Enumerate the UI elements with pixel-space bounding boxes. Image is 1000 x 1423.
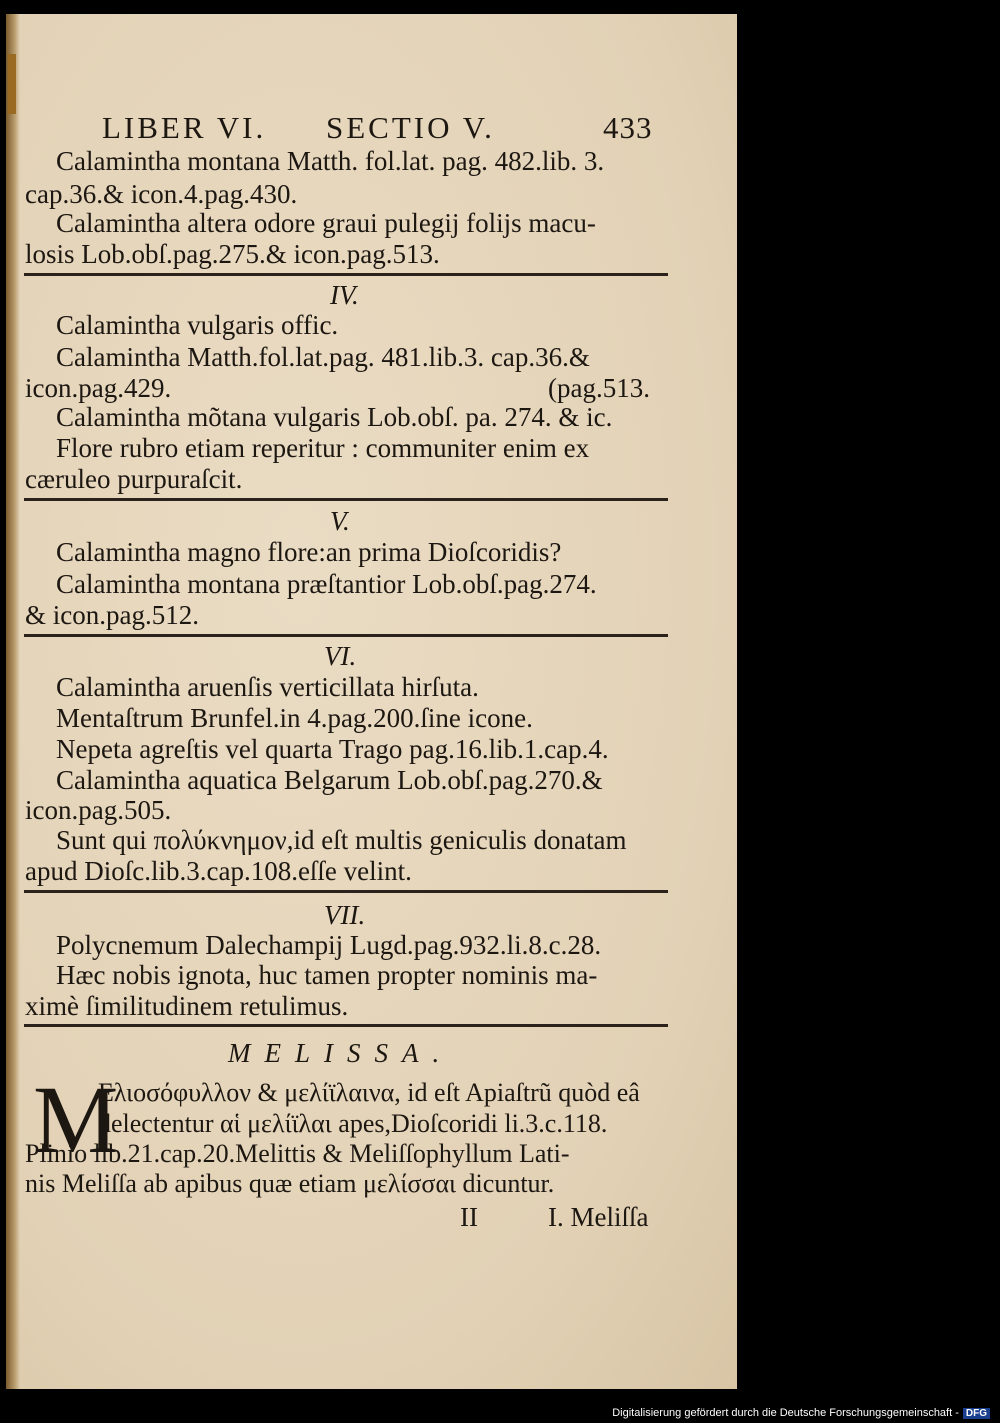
text-line: Mentaſtrum Brunfel.in 4.pag.200.ſine icone. <box>56 703 533 733</box>
text-line: Hæc nobis ignota, huc tamen propter nominis ma- <box>56 960 598 990</box>
text-line: & icon.pag.512. <box>25 600 199 630</box>
section-rule <box>24 890 668 893</box>
section-heading-melissa: MELISSA. <box>228 1038 454 1068</box>
page-edge-stain <box>8 54 16 114</box>
section-heading-vi: VI. <box>324 641 357 671</box>
section-rule <box>24 1024 668 1027</box>
digitization-note: Digitalisierung gefördert durch die Deutsche Forschungsgemeinschaft - <box>612 1407 959 1419</box>
text-line: Calamintha Matth.fol.lat.pag. 481.lib.3. cap.36.& <box>56 342 590 372</box>
running-head-sectio: SECTIO V. <box>326 110 495 145</box>
text-line: nis Meliſſa ab apibus quæ etiam μελίσσαι dicuntur. <box>25 1169 555 1198</box>
text-line: Calamintha montana Matth. fol.lat. pag. 482.lib. 3. <box>56 146 605 176</box>
section-rule <box>24 634 668 637</box>
section-rule <box>24 498 668 501</box>
section-heading-vii: VII. <box>324 900 366 930</box>
text-line: icon.pag.505. <box>25 795 172 825</box>
text-line: cap.36.& icon.4.pag.430. <box>25 179 298 209</box>
text-line: Calamintha mõtana vulgaris Lob.obſ. pa. 274. & ic. <box>56 402 613 432</box>
text-line: (pag.513. <box>548 373 650 403</box>
text-line: losis Lob.obſ.pag.275.& icon.pag.513. <box>25 239 440 269</box>
text-line: Ελιοσόφυλλον & μελίϊλαινα, id eſt Apiaſtrũ quòd eâ <box>98 1078 640 1107</box>
text-line: icon.pag.429. <box>25 373 172 403</box>
text-line: apud Dioſc.lib.3.cap.108.eſſe velint. <box>25 856 412 886</box>
text-line: Calamintha montana præſtantior Lob.obſ.pag.274. <box>56 569 597 599</box>
text-line: delectentur αἱ μελίϊλαι apes,Dioſcoridi li.3.c.118. <box>98 1109 608 1138</box>
section-heading-v: V. <box>330 506 350 536</box>
section-heading-iv: IV. <box>330 280 359 310</box>
text-line: Nepeta agreſtis vel quarta Trago pag.16.lib.1.cap.4. <box>56 734 609 764</box>
text-line: Polycnemum Dalechampij Lugd.pag.932.li.8.c.28. <box>56 930 602 960</box>
text-line: Flore rubro etiam reperitur : communiter enim ex <box>56 433 590 463</box>
text-line: Sunt qui πολύκνημον,id eſt multis geniculis donatam <box>56 825 627 855</box>
text-line: cæruleo purpuraſcit. <box>25 464 243 494</box>
page-number: 433 <box>603 110 653 145</box>
page-edge <box>6 14 20 1389</box>
section-rule <box>24 273 668 276</box>
text-line: Plinio lib.21.cap.20.Melittis & Meliſſophyllum Lati- <box>25 1139 570 1168</box>
text-line: Calamintha aruenſis verticillata hirſuta. <box>56 672 479 702</box>
text-line: Calamintha vulgaris offic. <box>56 310 339 340</box>
signature-mark: II <box>460 1202 478 1232</box>
text-line: Calamintha aquatica Belgarum Lob.obſ.pag.270.& <box>56 765 603 795</box>
dfg-logo-icon: DFG <box>963 1408 990 1419</box>
drop-cap-initial: M <box>33 1066 119 1173</box>
catchword: I. Meliſſa <box>548 1202 649 1232</box>
text-line: Calamintha magno flore:an prima Dioſcoridis? <box>56 537 562 567</box>
text-line: ximè ſimilitudinem retulimus. <box>25 991 349 1021</box>
text-line: Calamintha altera odore graui pulegij folijs macu- <box>56 208 596 238</box>
running-head-liber: LIBER VI. <box>102 110 267 145</box>
digitization-credit <box>612 1407 990 1419</box>
